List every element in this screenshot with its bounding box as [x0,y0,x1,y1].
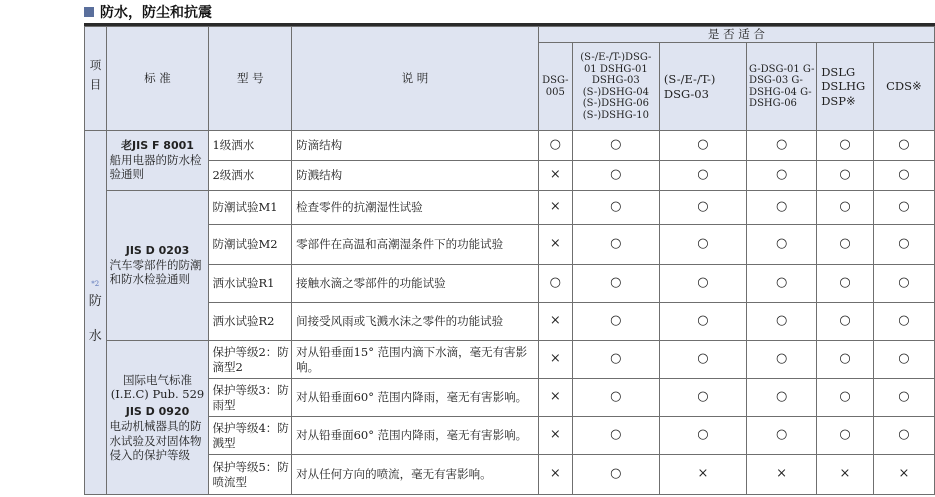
applicability-mark: ○ [572,225,659,265]
table-row [85,417,935,455]
applicability-mark: × [538,225,572,265]
applicability-mark: ○ [659,341,746,379]
applicability-mark: ○ [572,131,659,161]
applicability-mark: ○ [572,265,659,303]
description-cell: 零部件在高温和高潮湿条件下的功能试验 [292,225,539,265]
applicability-mark: ○ [817,265,874,303]
standard-cell [106,131,209,191]
applicability-mark: ○ [873,225,934,265]
category-top: 防 [88,294,102,310]
description-cell: 对从铅垂面15° 范围内滴下水滴，毫无有害影响。 [292,341,539,379]
applicability-mark: ○ [572,341,659,379]
standard-code: JIS D 0203 [125,244,190,258]
applicability-mark: × [538,191,572,225]
model-cell: 保护等级3：防雨型 [209,379,292,417]
header-model: 型 号 [209,27,292,131]
applicability-mark: ○ [817,191,874,225]
applicability-mark: ○ [659,417,746,455]
applicability-mark: × [538,161,572,191]
description-cell: 检查零件的抗潮湿性试验 [292,191,539,225]
table-row [85,265,935,303]
header-description: 说 明 [292,27,539,131]
applicability-mark: × [538,341,572,379]
applicability-mark: ○ [747,265,817,303]
applicability-mark: ○ [572,303,659,341]
applicability-mark: ○ [659,161,746,191]
applicability-mark: × [538,417,572,455]
model-cell: 保护等级2：防滴型2 [209,341,292,379]
header-col-3: G-DSG-01 G-DSG-03 G-DSHG-04 G-DSHG-06 [747,43,817,131]
model-cell: 保护等级5：防喷流型 [209,455,292,495]
applicability-mark: ○ [747,341,817,379]
applicability-mark: × [747,455,817,495]
applicability-mark: ○ [817,379,874,417]
standard-text: 电动机械器具的防水试验及对固体物侵入的保护等级 [109,419,202,462]
applicability-mark: ○ [538,265,572,303]
applicability-mark: ○ [572,379,659,417]
description-cell: 防溅结构 [292,161,539,191]
standard-text: 汽车零部件的防潮和防水检验通则 [109,258,202,287]
table-row [85,455,935,495]
applicability-mark: ○ [538,131,572,161]
standard-cell [106,341,209,495]
header-col-4: DSLG DSLHG DSP※ [817,43,874,131]
standard-text: 船用电器的防水检验通则 [109,153,202,182]
applicability-mark: ○ [659,379,746,417]
category-star: *2 [91,280,100,289]
model-cell: 防潮试验M1 [209,191,292,225]
applicability-mark: ○ [572,455,659,495]
table-row [85,303,935,341]
model-cell: 1级洒水 [209,131,292,161]
applicability-mark: ○ [817,303,874,341]
table-row [85,131,935,161]
header-standard: 标 准 [106,27,209,131]
description-cell: 对从铅垂面60° 范围内降雨，毫无有害影响。 [292,417,539,455]
applicability-mark: ○ [659,225,746,265]
applicability-mark: ○ [873,379,934,417]
applicability-mark: ○ [817,341,874,379]
applicability-mark: × [817,455,874,495]
description-cell: 间接受风雨或飞溅水沫之零件的功能试验 [292,303,539,341]
applicability-mark: × [538,455,572,495]
applicability-mark: ○ [873,265,934,303]
description-cell: 对从铅垂面60° 范围内降雨，毫无有害影响。 [292,379,539,417]
applicability-mark: ○ [873,161,934,191]
applicability-mark: ○ [873,191,934,225]
applicability-mark: ○ [572,191,659,225]
table-row [85,225,935,265]
applicability-mark: ○ [873,131,934,161]
applicability-mark: ○ [572,161,659,191]
standard-cell [106,191,209,341]
applicability-mark: ○ [873,341,934,379]
compatibility-table [84,26,935,495]
description-cell: 防滴结构 [292,131,539,161]
title-square-icon [84,7,94,17]
model-cell: 洒水试验R2 [209,303,292,341]
section-title-text: 防水，防尘和抗震 [100,5,212,21]
model-cell: 防潮试验M2 [209,225,292,265]
applicability-mark: ○ [817,161,874,191]
applicability-mark: ○ [747,379,817,417]
category-cell [85,131,107,495]
model-cell: 洒水试验R1 [209,265,292,303]
category-bottom: 水 [88,328,102,344]
header-col-0: DSG-005 [538,43,572,131]
applicability-mark: ○ [572,417,659,455]
standard-code: 老JIS F 8001 [121,139,194,153]
applicability-mark: × [538,379,572,417]
description-cell: 接触水滴之零部件的功能试验 [292,265,539,303]
applicability-mark: ○ [747,225,817,265]
applicability-mark: ○ [659,191,746,225]
applicability-mark: ○ [747,161,817,191]
applicability-mark: ○ [873,417,934,455]
applicability-mark: × [538,303,572,341]
applicability-mark: ○ [817,417,874,455]
standard-code: JIS D 0920 [125,405,190,419]
applicability-mark: ○ [659,303,746,341]
applicability-mark: ○ [817,225,874,265]
table-row [85,161,935,191]
header-col-1: (S-/E-/T-)DSG-01 DSHG-01 DSHG-03 (S-)DSHG-04 (S-)DSHG-06 (S-)DSHG-10 [572,43,659,131]
applicability-mark: × [659,455,746,495]
applicability-mark: ○ [747,131,817,161]
applicability-mark: ○ [747,191,817,225]
section-title [84,2,212,22]
applicability-mark: ○ [817,131,874,161]
standard-pre: 国际电气标准(I.E.C) Pub. 529 [110,372,205,402]
model-cell: 2级洒水 [209,161,292,191]
applicability-mark: ○ [659,131,746,161]
model-cell: 保护等级4：防溅型 [209,417,292,455]
header-item: 项目 [85,27,107,131]
header-col-5: CDS※ [873,43,934,131]
table-row [85,191,935,225]
header-applicable: 是 否 适 合 [538,27,934,43]
table-row [85,379,935,417]
description-cell: 对从任何方向的喷流，毫无有害影响。 [292,455,539,495]
table-row [85,341,935,379]
header-col-2: (S-/E-/T-) DSG-03 [659,43,746,131]
applicability-mark: × [873,455,934,495]
applicability-mark: ○ [747,417,817,455]
applicability-mark: ○ [659,265,746,303]
applicability-mark: ○ [873,303,934,341]
applicability-mark: ○ [747,303,817,341]
